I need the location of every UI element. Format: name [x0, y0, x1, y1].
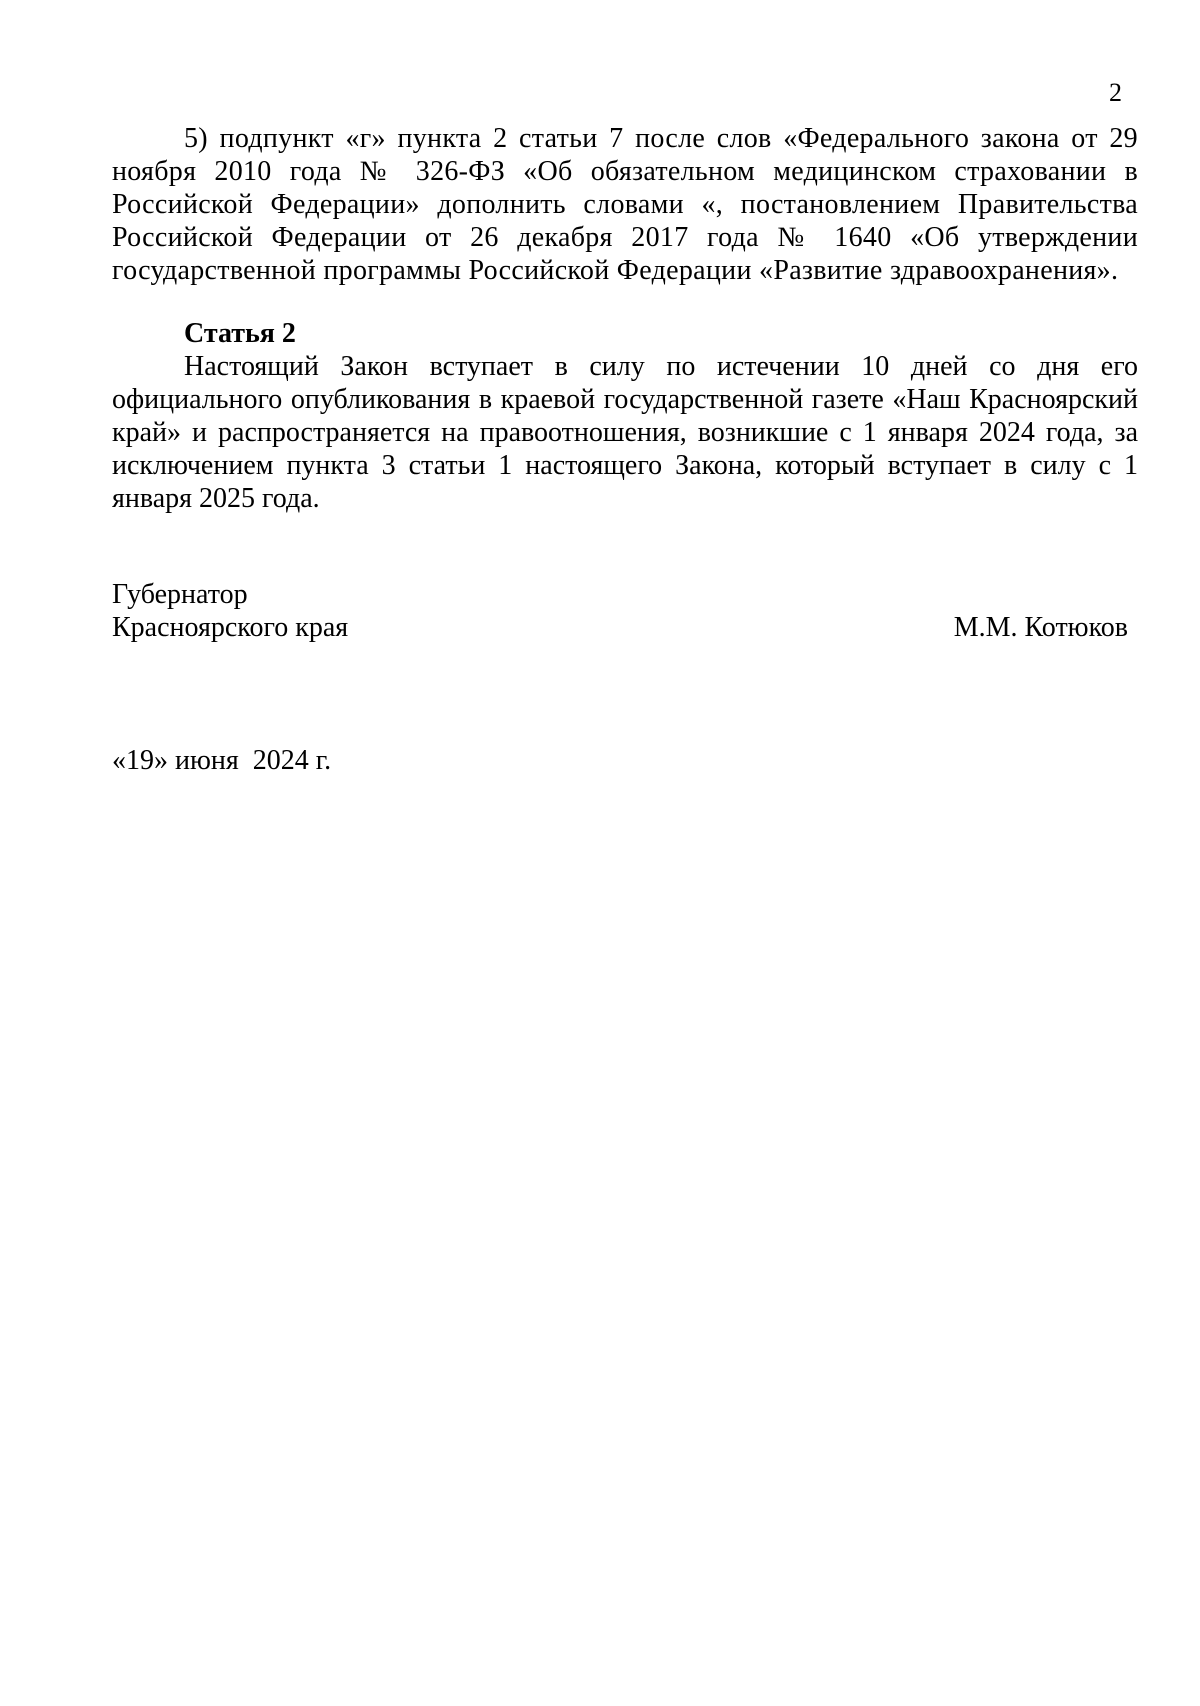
signature-title-line-1: Губернатор	[112, 579, 248, 610]
signing-date: «19» июня 2024 г.	[112, 745, 332, 776]
signature-block	[112, 578, 1128, 644]
article-2-block	[112, 350, 1138, 515]
amendment-paragraph: 5) подпункт «г» пункта 2 статьи 7 после слов «Федерального закона от 29 ноября 2010 года № 326-ФЗ «Об обязательном медицинском страховании в Российской Федерации» дополнить словами «, постановлением Правительства Российской Федерации от 26 декабря 2017 года № 1640 «Об утверждении государственной программы Российской Федерации «Развитие здравоохранения».	[112, 123, 1138, 286]
signatory-name: М.М. Котюков	[953, 612, 1128, 643]
article-2-text: Настоящий Закон вступает в силу по истечении 10 дней со дня его официального опубликования в краевой государственной газете «Наш Красноярский край» и распространяется на правоотношения, возникшие с 1 января 2024 года, за исключением пункта 3 статьи 1 настоящего Закона, который вступает в силу с 1 января 2025 года.	[112, 351, 1138, 514]
article-2-heading: Статья 2	[184, 318, 296, 349]
page-number: 2	[1109, 78, 1122, 107]
amendment-paragraph-block	[112, 122, 1138, 287]
signature-title-line-2: Красноярского края	[112, 612, 349, 643]
